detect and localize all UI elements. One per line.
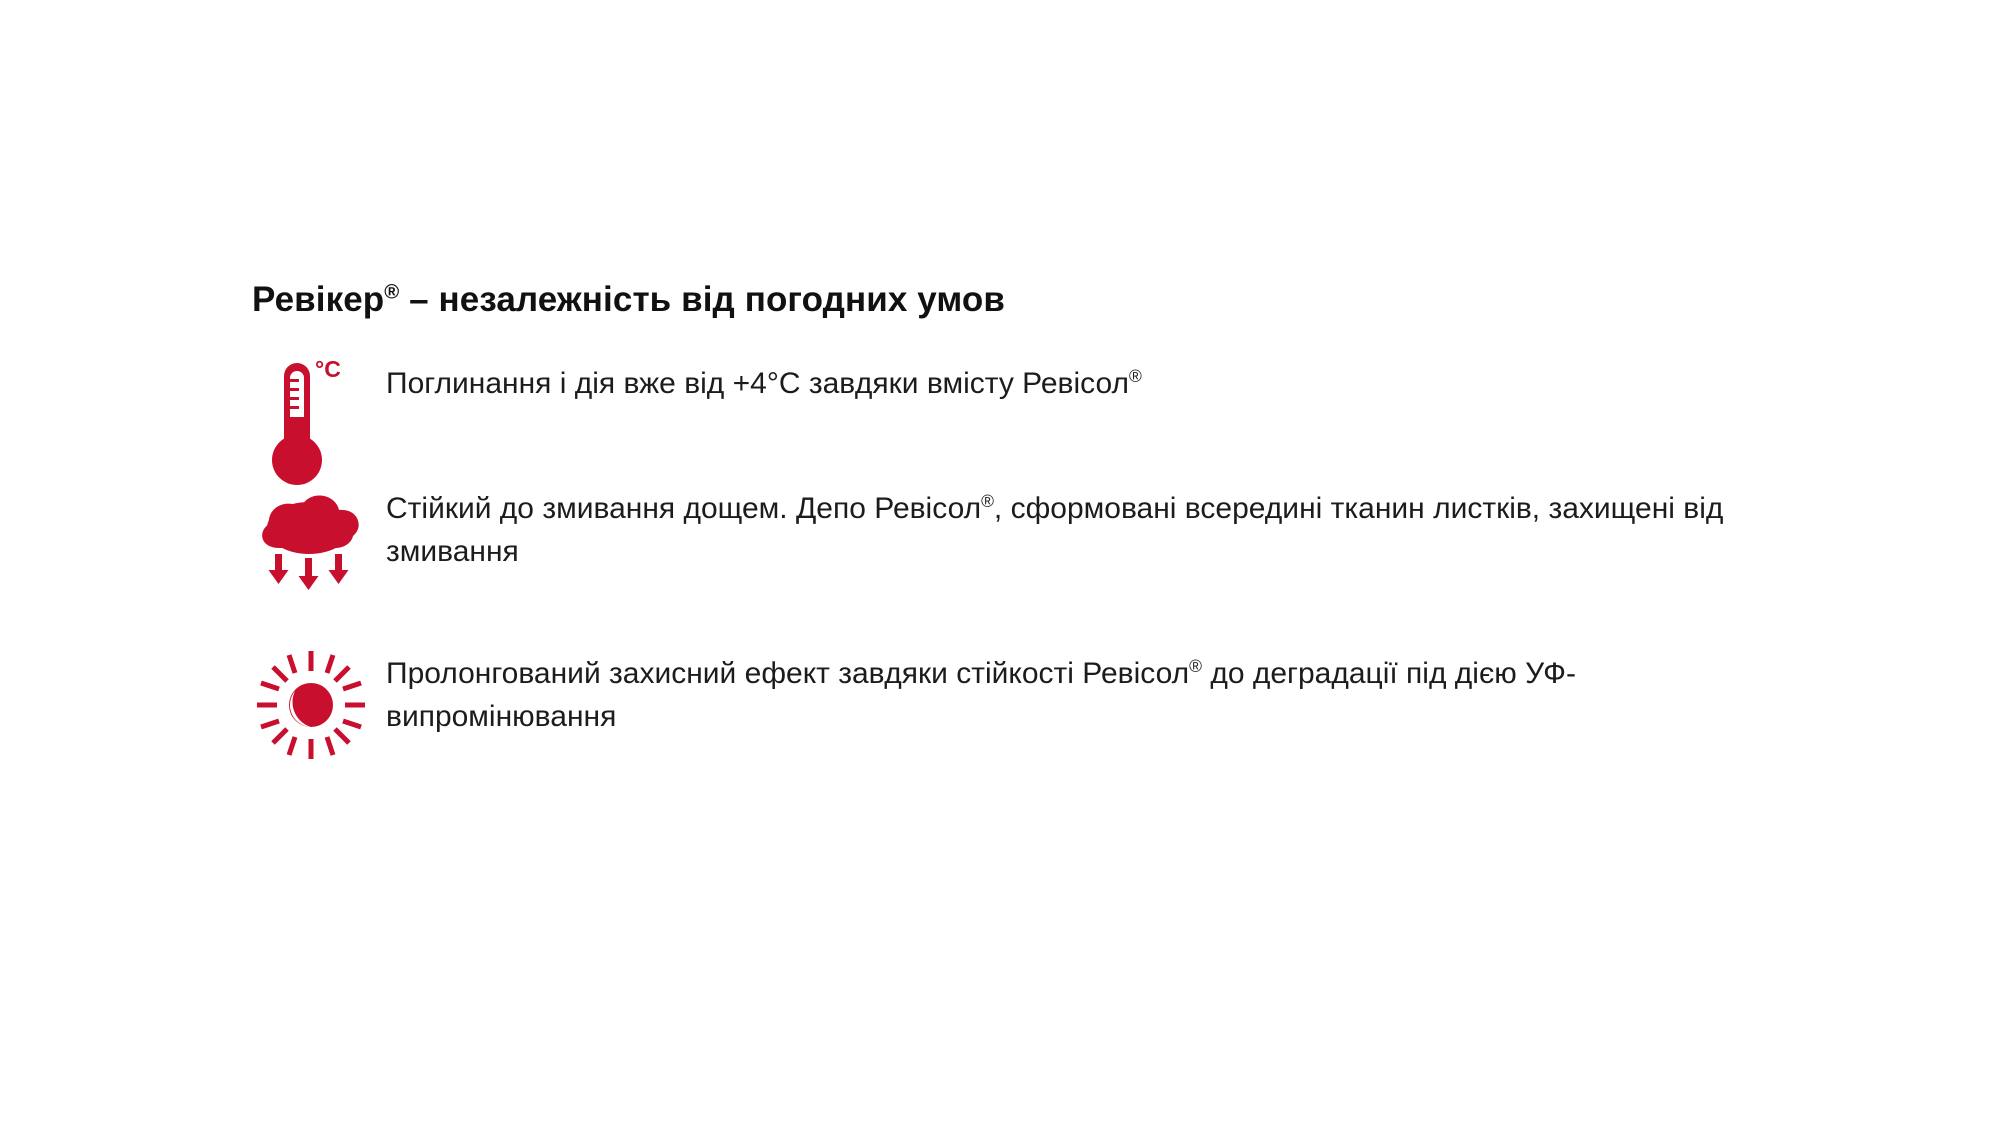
list-item-text [386,645,1726,738]
page-title-suffix: – незалежність від погодних умов [399,280,1005,319]
list-item [236,480,1836,590]
list-item-text-before: Поглинання і дія вже від +4°C завдяки вмісту Ревісол [386,367,1129,400]
page-title [252,280,1005,320]
registered-mark: ® [1129,366,1142,386]
list-item-text-after: , сформовані всередині тканин листків, захищені від змивання [386,492,1724,568]
list-item-text [386,355,1142,406]
thermometer-icon-svg [251,355,371,490]
list-item-text-before: Стійкий до змивання дощем. Депо Ревісол [386,492,982,525]
rain-cloud-icon-svg [251,480,371,590]
sun-icon-svg [251,645,371,765]
svg-text:°C: °C [315,356,341,382]
page-title-prefix: Ревікер [252,280,385,319]
list-item-text-before: Пролонгований захисний ефект завдяки стійкості Ревісол [386,657,1190,690]
registered-mark: ® [981,491,994,511]
list-item-text [386,480,1726,573]
thermometer-icon [236,355,386,490]
rain-cloud-icon [236,480,386,590]
list-item [236,645,1836,765]
list-item [236,355,1836,490]
registered-mark: ® [1189,656,1202,676]
sun-icon [236,645,386,765]
registered-mark-title: ® [384,281,400,304]
list-item-text-after: до деградації під дією УФ-випромінювання [386,657,1576,733]
